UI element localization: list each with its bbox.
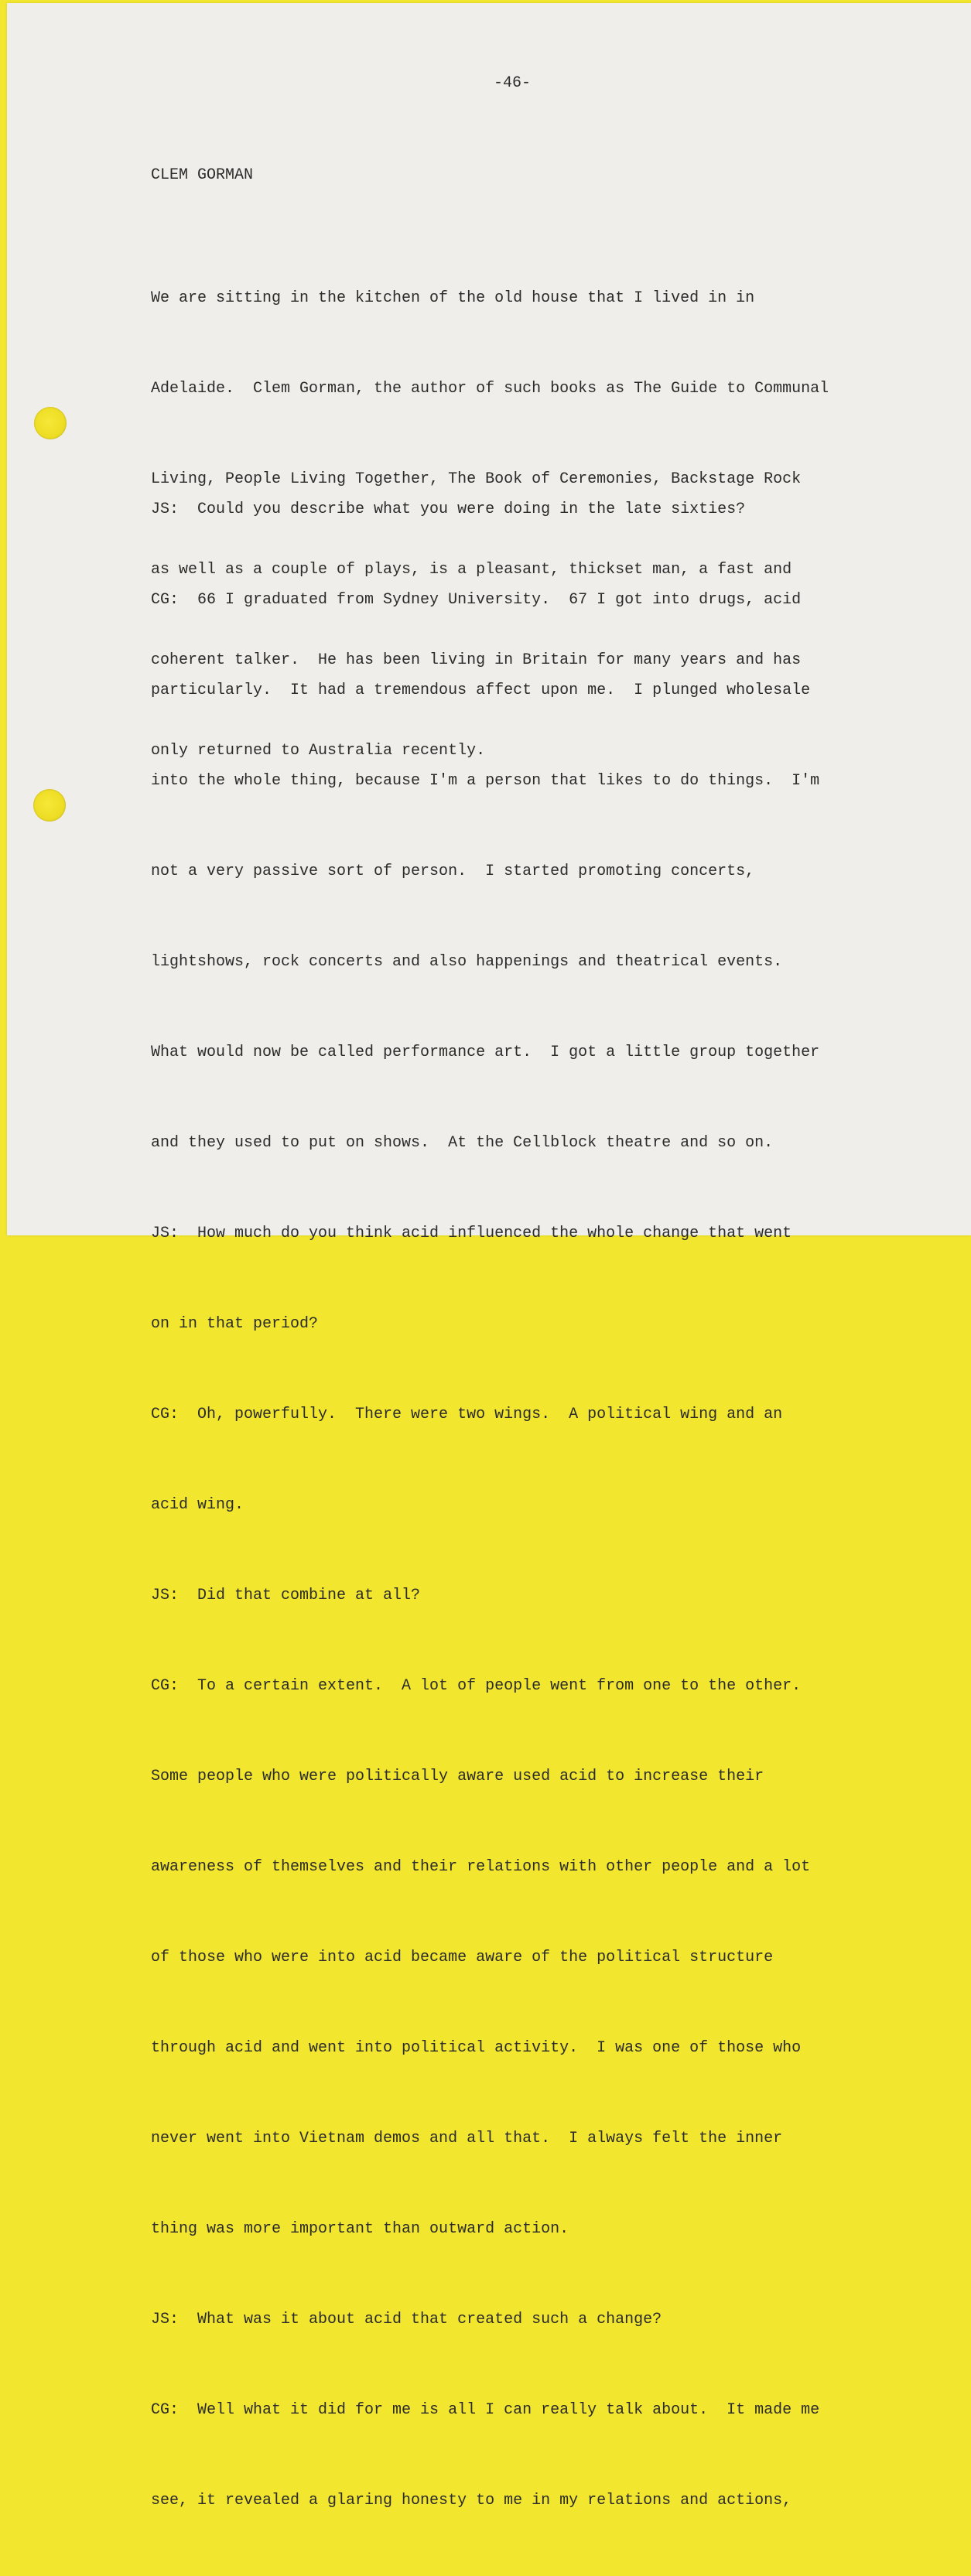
transcript-line: CG: Well what it did for me is all I can really talk about. It made me [151, 2401, 820, 2419]
transcript-line: JS: What was it about acid that created such a change? [151, 2311, 662, 2328]
transcript-line: CG: To a certain extent. A lot of people went from one to the other. [151, 1677, 802, 1695]
transcript-line: CG: Oh, powerfully. There were two wings. A political wing and an [151, 1406, 783, 1423]
intro-line: We are sitting in the kitchen of the old house that I lived in in [151, 289, 755, 307]
transcript-line: never went into Vietnam demos and all that. I always felt the inner [151, 2130, 783, 2147]
intro-line: only returned to Australia recently. [151, 742, 486, 760]
typed-page [7, 3, 971, 2509]
transcript-line: into the whole thing, because I'm a person that likes to do things. I'm [151, 772, 820, 790]
interview-heading: CLEM GORMAN [151, 166, 254, 184]
transcript-line: through acid and went into political activity. I was one of those who [151, 2039, 802, 2057]
intro-line: as well as a couple of plays, is a pleasant, thickset man, a fast and [151, 561, 792, 579]
transcript-line: Some people who were politically aware used acid to increase their [151, 1768, 764, 1785]
transcript-line: awareness of themselves and their relations with other people and a lot [151, 1858, 811, 1876]
transcript-line: lightshows, rock concerts and also happenings and theatrical events. [151, 953, 783, 971]
transcript-line: JS: How much do you think acid influenced the whole change that went [151, 1225, 792, 1242]
transcript-line: CG: 66 I graduated from Sydney University. 67 I got into drugs, acid [151, 591, 802, 609]
intro-line: Adelaide. Clem Gorman, the author of such books as The Guide to Communal [151, 380, 829, 398]
transcript-line: JS: Could you describe what you were doing in the late sixties? [151, 501, 746, 518]
punch-hole [33, 789, 66, 822]
page-number: -46- [494, 74, 532, 92]
punch-hole [34, 407, 67, 439]
transcript-line: JS: Did that combine at all? [151, 1587, 421, 1604]
transcript-line: particularly. It had a tremendous affect upon me. I plunged wholesale [151, 682, 811, 699]
transcript-line: and they used to put on shows. At the Cellblock theatre and so on. [151, 1134, 774, 1152]
intro-line: coherent talker. He has been living in Britain for many years and has [151, 651, 802, 669]
transcript-line: of those who were into acid became aware of the political structure [151, 1949, 774, 1966]
transcript-line: thing was more important than outward action. [151, 2220, 569, 2238]
transcript-line: not a very passive sort of person. I started promoting concerts, [151, 863, 755, 880]
transcript-line: see, it revealed a glaring honesty to me in my relations and actions, [151, 2492, 792, 2509]
transcript-line: What would now be called performance art. I got a little group together [151, 1044, 820, 1061]
intro-line: Living, People Living Together, The Book of Ceremonies, Backstage Rock [151, 470, 802, 488]
interview-transcript [151, 434, 819, 2576]
transcript-line: on in that period? [151, 1315, 319, 1333]
transcript-line: acid wing. [151, 1496, 244, 1514]
